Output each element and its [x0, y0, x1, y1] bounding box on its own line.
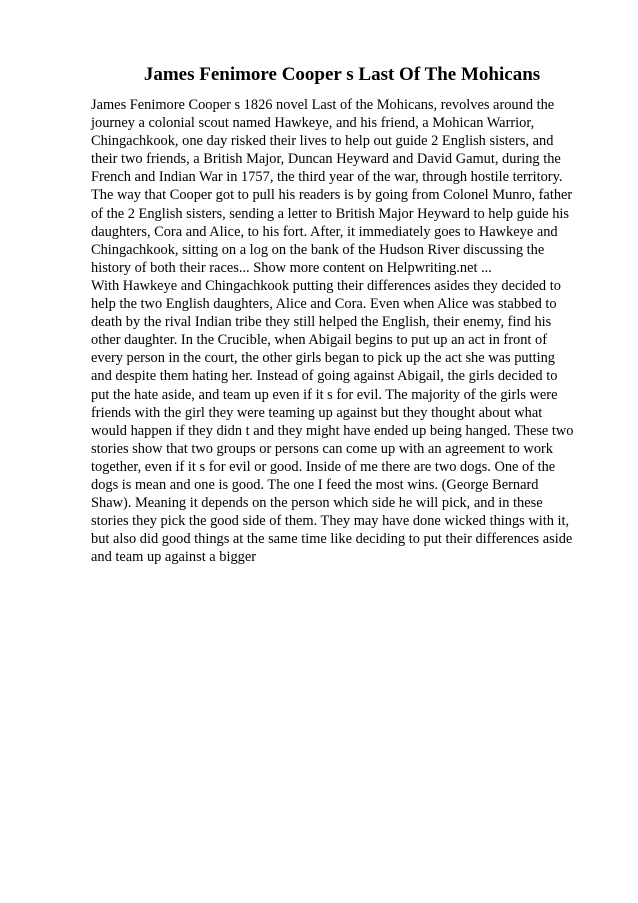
- body-line: Chingachkook, sitting on a log on the bank of the Hudson River discussing the: [91, 241, 545, 258]
- body-line: friends with the girl they were teaming up against but they thought about what: [91, 404, 543, 421]
- body-line: put the hate aside, and team up even if it s for evil. The majority of the girls were: [91, 386, 558, 403]
- body-line: and team up against a bigger: [91, 549, 257, 566]
- body-line: dogs is mean and one is good. The one I feed the most wins. (George Bernard: [91, 476, 539, 493]
- body-line: With Hawkeye and Chingachkook putting their differences asides they decided to: [91, 277, 561, 294]
- body-line: death by the rival Indian tribe they still helped the English, their enemy, find his: [91, 314, 552, 331]
- body-line: journey a colonial scout named Hawkeye, and his friend, a Mohican Warrior,: [91, 115, 535, 132]
- body-line: stories show that two groups or persons can come up with an agreement to work: [91, 440, 553, 457]
- body-line: Shaw). Meaning it depends on the person which side he will pick, and in these: [91, 495, 543, 512]
- body-line: every person in the court, the other girls began to pick up the act she was putting: [91, 350, 555, 367]
- body-line: their two friends, a British Major, Duncan Heyward and David Gamut, during the: [91, 151, 561, 168]
- body-line: James Fenimore Cooper s 1826 novel Last of the Mohicans, revolves around the: [91, 97, 555, 113]
- body-line: stories they pick the good side of them. They may have done wicked things with it,: [91, 513, 570, 530]
- body-line: Chingachkook, one day risked their lives to help out guide 2 English sisters, and: [91, 133, 554, 150]
- body-line: but also did good things at the same time like deciding to put their differences aside: [91, 531, 573, 548]
- body-line: French and Indian War in 1757, the third year of the war, through hostile territory.: [91, 169, 563, 186]
- body-line: of the 2 English sisters, sending a letter to British Major Heyward to help guide his: [91, 205, 570, 222]
- body-line: other daughter. In the Crucible, when Abigail begins to put up an act in front of: [91, 332, 547, 349]
- body-line: together, even if it s for evil or good. Inside of me there are two dogs. One of the: [91, 458, 556, 475]
- body-line: help the two English daughters, Alice and Cora. Even when Alice was stabbed to: [91, 296, 557, 313]
- body-line: and despite them hating her. Instead of going against Abigail, the girls decided to: [91, 368, 558, 385]
- body-line: daughters, Cora and Alice, to his fort. After, it immediately goes to Hawkeye and: [91, 223, 558, 240]
- body-line: history of both their races... Show more content on Helpwriting.net ...: [91, 259, 492, 276]
- document-title: James Fenimore Cooper s Last Of The Mohicans: [143, 64, 541, 85]
- document-body: [91, 96, 591, 566]
- body-line: The way that Cooper got to pull his readers is by going from Colonel Munro, father: [91, 187, 573, 204]
- body-line: would happen if they didn t and they might have ended up being hanged. These two: [91, 422, 574, 439]
